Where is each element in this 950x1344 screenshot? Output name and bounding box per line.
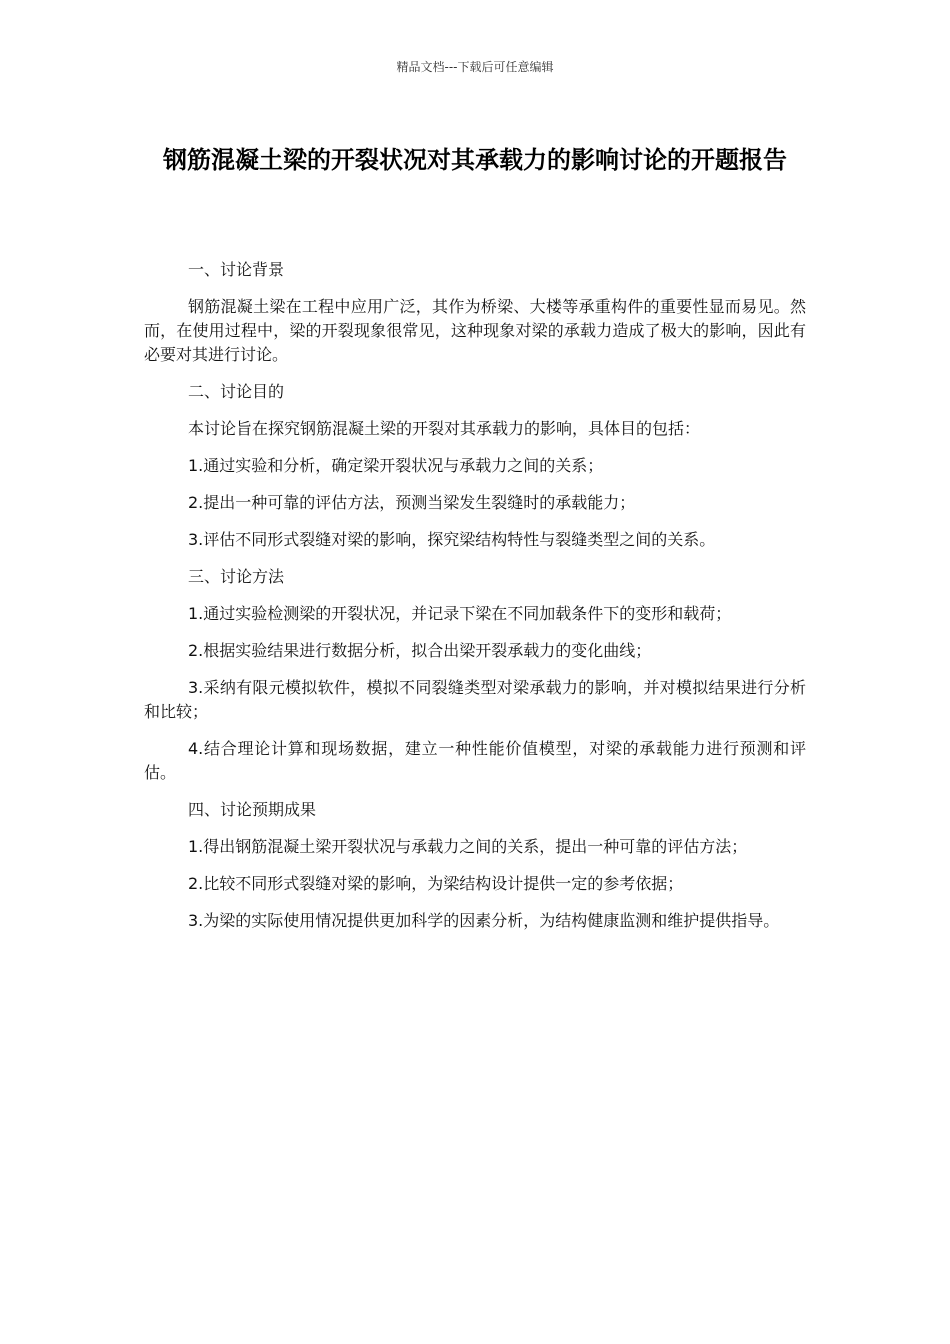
- section-heading-purpose: 二、讨论目的: [188, 382, 285, 401]
- document-body: [144, 258, 806, 946]
- outcome-item-1: 1.得出钢筋混凝土梁开裂状况与承载力之间的关系，提出一种可靠的评估方法；: [188, 837, 748, 856]
- outcome-item-3: 3.为梁的实际使用情况提供更加科学的因素分析，为结构健康监测和维护提供指导。: [188, 911, 780, 930]
- section-heading-background: 一、讨论背景: [188, 260, 285, 279]
- purpose-item-2: 2.提出一种可靠的评估方法，预测当梁发生裂缝时的承载能力；: [188, 493, 636, 512]
- section-heading-outcomes: 四、讨论预期成果: [188, 800, 317, 819]
- paragraph-purpose-intro: 本讨论旨在探究钢筋混凝土梁的开裂对其承载力的影响，具体目的包括：: [188, 419, 701, 438]
- method-item-4: 4.结合理论计算和现场数据，建立一种性能价值模型，对梁的承载能力进行预测和评估。: [144, 739, 806, 782]
- section-heading-methods: 三、讨论方法: [188, 567, 285, 586]
- method-item-3: 3.采纳有限元模拟软件，模拟不同裂缝类型对梁承载力的影响，并对模拟结果进行分析和比较；: [144, 678, 806, 721]
- purpose-item-1: 1.通过实验和分析，确定梁开裂状况与承载力之间的关系；: [188, 456, 604, 475]
- paragraph-background: 钢筋混凝土梁在工程中应用广泛，其作为桥梁、大楼等承重构件的重要性显而易见。然而，在使用过程中，梁的开裂现象很常见，这种现象对梁的承载力造成了极大的影响，因此有必要对其进行讨论。: [144, 297, 806, 364]
- purpose-item-3: 3.评估不同形式裂缝对梁的影响，探究梁结构特性与裂缝类型之间的关系。: [188, 530, 716, 549]
- page-header: 精品文档---下载后可任意编辑: [396, 60, 554, 74]
- method-item-1: 1.通过实验检测梁的开裂状况，并记录下梁在不同加载条件下的变形和载荷；: [188, 604, 732, 623]
- outcome-item-2: 2.比较不同形式裂缝对梁的影响，为梁结构设计提供一定的参考依据；: [188, 874, 684, 893]
- document-title: 钢筋混凝土梁的开裂状况对其承载力的影响讨论的开题报告: [163, 146, 787, 174]
- method-item-2: 2.根据实验结果进行数据分析，拟合出梁开裂承载力的变化曲线；: [188, 641, 652, 660]
